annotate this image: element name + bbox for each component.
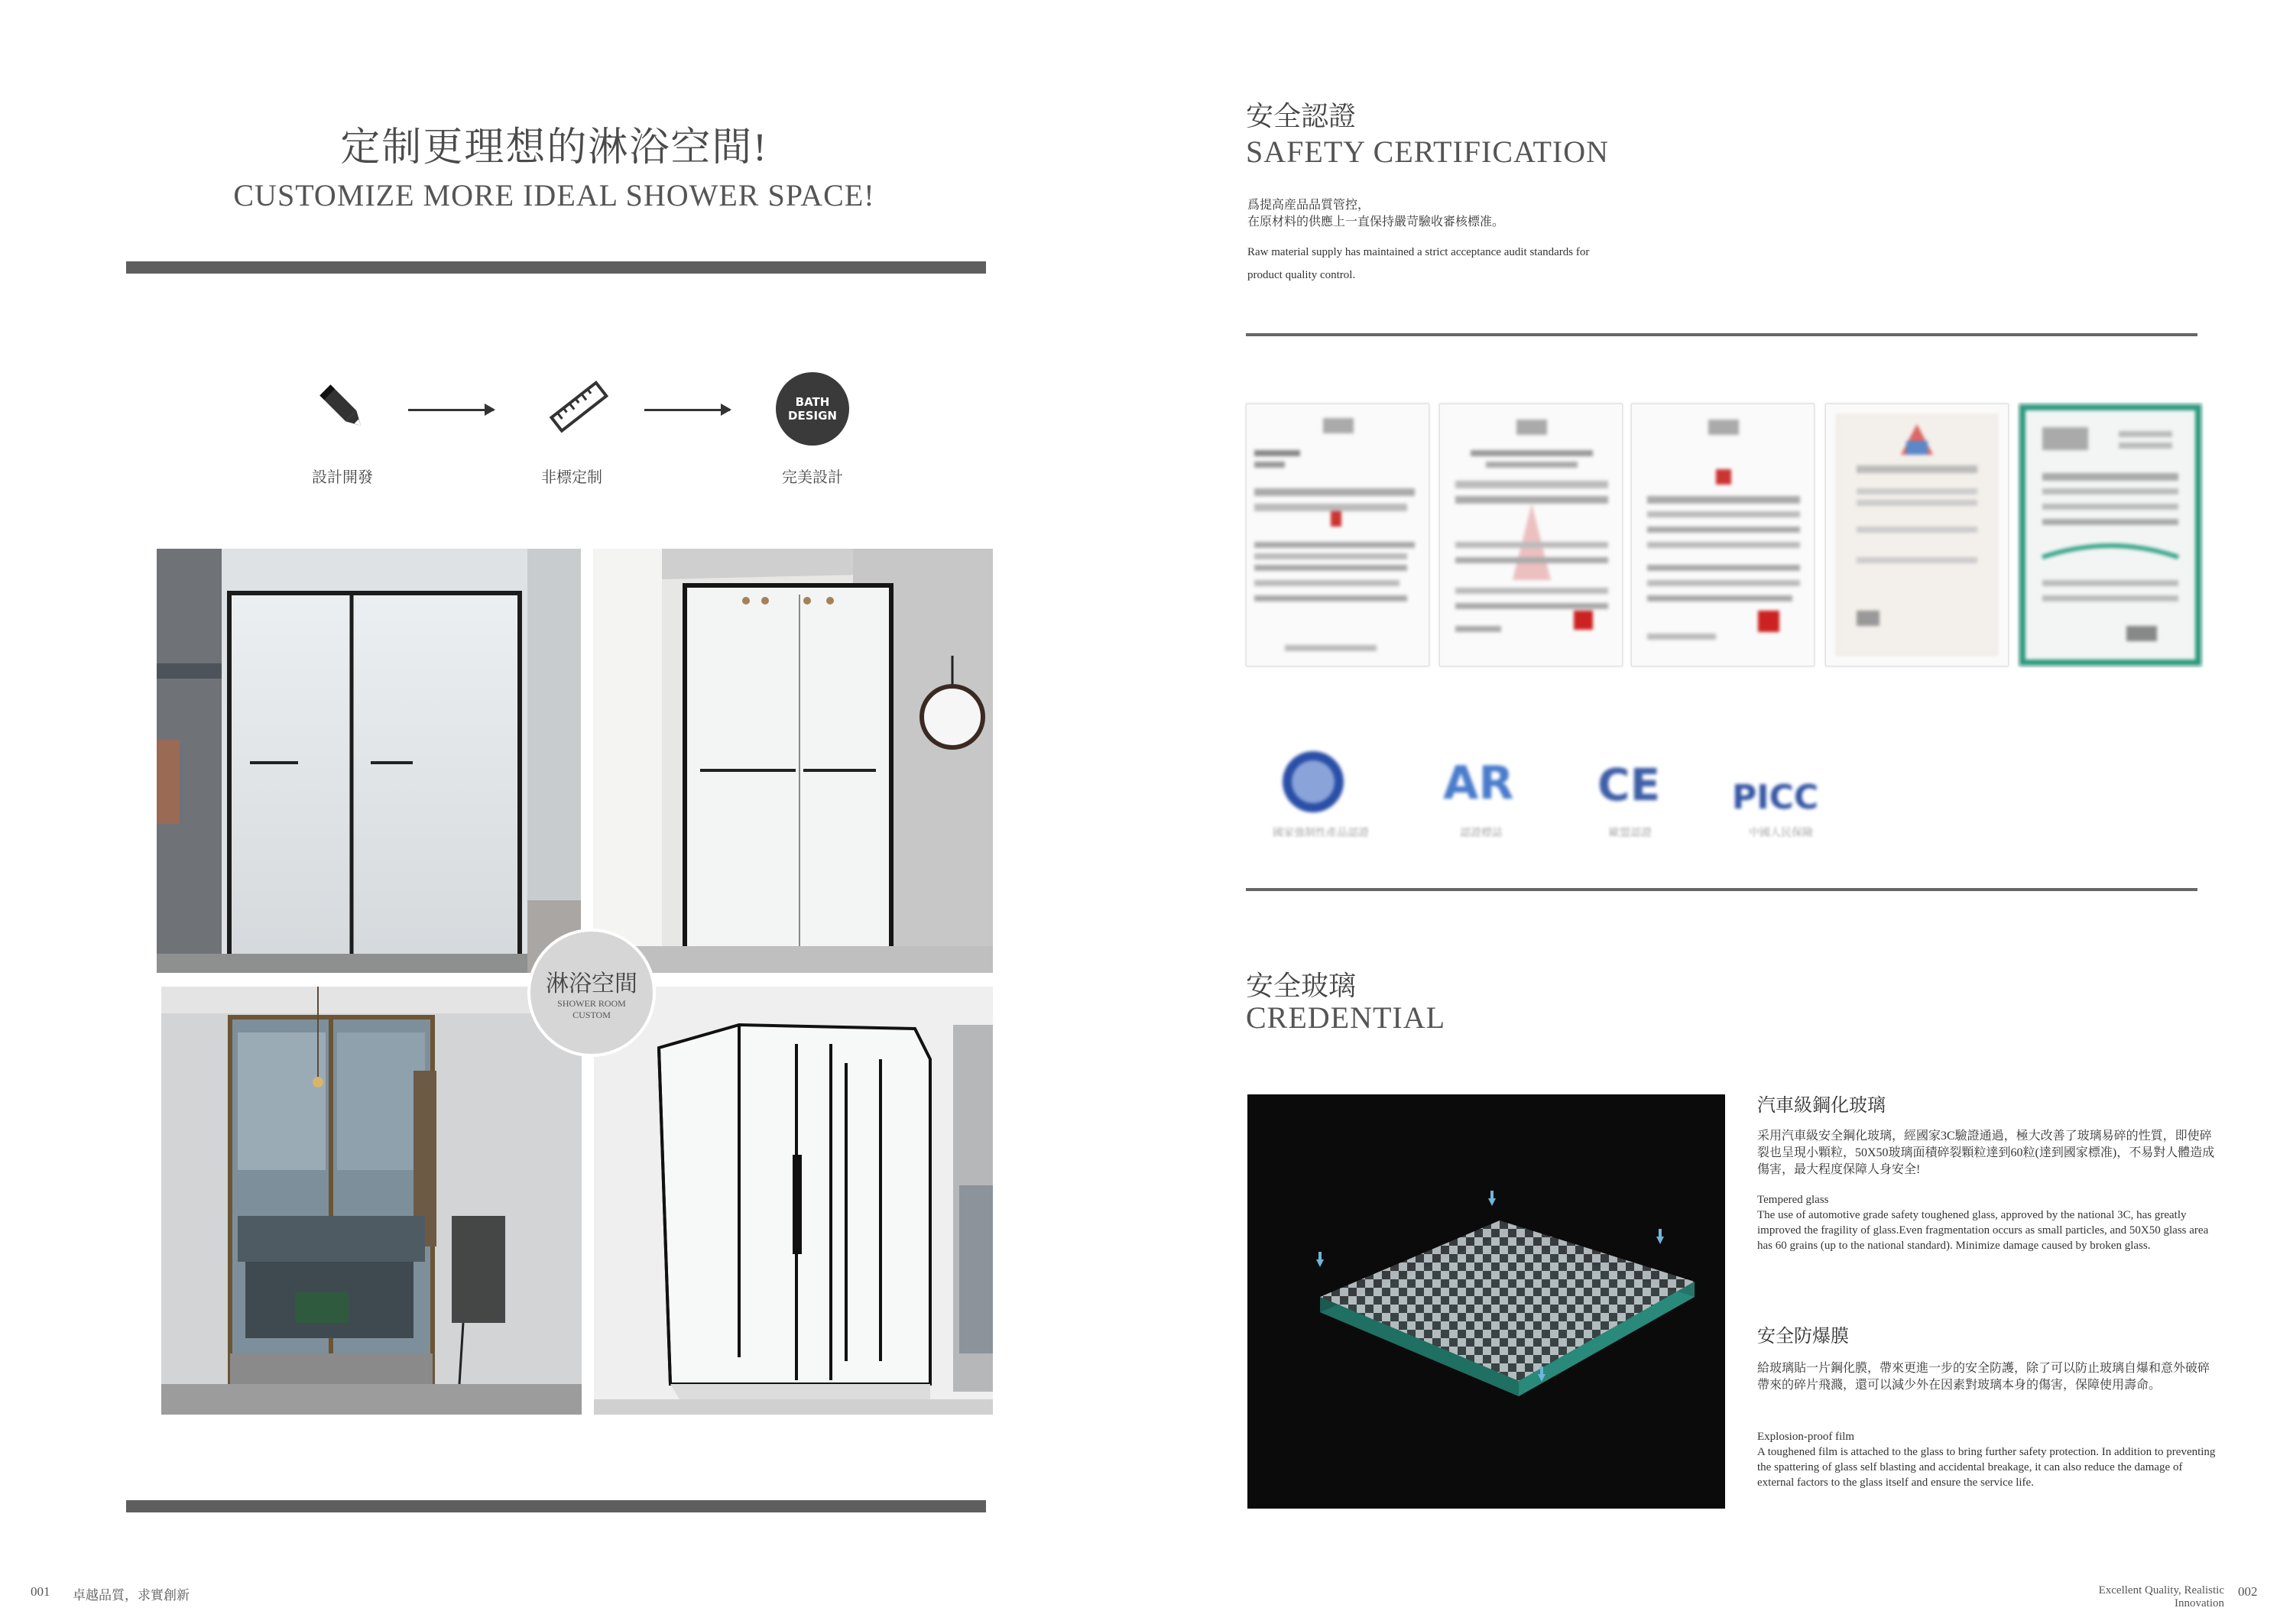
shower-photo-corner-cabin — [594, 987, 993, 1415]
credential-title-cn: 安全玻璃 — [1246, 971, 1357, 1001]
shower-photo-office-partition — [161, 987, 582, 1415]
left-footer-slogan: 卓越品質，求實創新 — [73, 1588, 190, 1603]
logo-caption: 認證標誌 — [1460, 827, 1503, 839]
bath-design-line1: BATH — [795, 395, 830, 409]
credential-title-en: CREDENTIAL — [1246, 1000, 1446, 1035]
certificate-image — [1439, 404, 1623, 666]
ccc-logo — [1260, 745, 1382, 852]
tempered-glass-desc-en: The use of automotive grade safety toughened glass, approved by the national 3C, has greatly improved the fragility of glass.Even fragmentation occurs as small particles, and 50X50 glass area has 60 grains (up to the national standard). Minimize damage caused by broken glass. — [1757, 1209, 2209, 1252]
tempered-glass-desc-cn: 采用汽車級安全鋼化玻璃，經國家3C驗證通過，極大改善了玻璃易碎的性質，即使碎裂也呈現小顆粒，50X50玻璃面積碎裂顆粒達到60粒(達到國家標准)，不易對人體造成傷害，最大程度保障人身安全! — [1757, 1130, 2215, 1176]
left-title-en: CUSTOMIZE MORE IDEAL SHOWER SPACE! — [233, 178, 875, 212]
certificate-image — [1246, 404, 1429, 666]
svg-text:AR: AR — [1443, 757, 1514, 810]
logo-caption: 國家強制性產品認證 — [1273, 827, 1369, 839]
logo-caption: 中國人民保險 — [1749, 827, 1813, 839]
page-number-right: 002 — [2238, 1584, 2258, 1599]
picc-logo — [1727, 757, 1834, 852]
cert-title-cn: 安全認證 — [1246, 101, 1357, 131]
explosion-film-desc-cn: 給玻璃貼一片鋼化膜，帶來更進一步的安全防護，除了可以防止玻璃自爆和意外破碎帶來的碎片飛濺，還可以減少外在因素對玻璃本身的傷害，保障使用壽命。 — [1757, 1362, 2210, 1392]
step-label: 設計開發 — [312, 469, 373, 486]
bottom-divider-bar — [126, 1500, 986, 1512]
explosion-film-heading: 安全防爆膜 — [1757, 1327, 1849, 1347]
cert-desc-cn: 爲提高産品品質管控， — [1247, 199, 1370, 212]
tempered-glass-heading: 汽車級鋼化玻璃 — [1757, 1096, 1886, 1116]
ce-logo — [1588, 745, 1672, 852]
certificate-image — [1825, 404, 2009, 666]
explosion-film-desc-en: A toughened film is attached to the glass to bring further safety protection. In addition to preventing the spattering of glass self blasting and accidental breakage, it can also reduce the damage of external factors to the glass itself and ensure the service life. — [1757, 1446, 2216, 1489]
bath-design-line2: DESIGN — [788, 409, 837, 423]
shower-room-badge — [527, 929, 656, 1057]
step-arrow — [408, 409, 494, 411]
step-arrow — [644, 409, 730, 411]
badge-title: 淋浴空間 — [546, 971, 637, 997]
page-number-left: 001 — [31, 1584, 50, 1599]
badge-subtitle: CUSTOM — [572, 1010, 611, 1020]
step-label: 完美設計 — [782, 469, 843, 486]
cert-desc-en: product quality control. — [1247, 269, 1356, 281]
tempered-glass-illustration — [1247, 1094, 1725, 1509]
left-title-cn: 定制更理想的淋浴空間! — [340, 126, 768, 170]
tempered-glass-en-title: Tempered glass — [1757, 1194, 1829, 1206]
cert-divider — [1246, 333, 2197, 336]
logos-divider — [1246, 888, 2197, 891]
step-label: 非標定制 — [541, 469, 602, 486]
shower-photo-mirror-room — [593, 549, 993, 973]
cert-title-en: SAFETY CERTIFICATION — [1246, 135, 1610, 169]
cert-desc-en: Raw material supply has maintained a strict acceptance audit standards for — [1247, 246, 1590, 258]
shower-photo-sliding-door — [157, 549, 581, 973]
ruler-icon — [537, 365, 621, 449]
cert-desc-cn: 在原材料的供應上一直保持嚴苛驗收審核標准。 — [1247, 216, 1505, 229]
certificate-image — [2019, 404, 2202, 666]
right-footer-slogan: Excellent Quality, Realistic Innovation — [2098, 1584, 2224, 1609]
bath-design-badge — [776, 372, 849, 446]
explosion-film-en-title: Explosion-proof film — [1757, 1431, 1855, 1443]
top-divider-bar — [126, 261, 986, 274]
logo-caption: 歐盟認證 — [1609, 827, 1652, 839]
certificate-image — [1631, 404, 1815, 666]
badge-subtitle: SHOWER ROOM — [557, 998, 626, 1009]
ar-logo — [1435, 745, 1527, 852]
svg-text:PICC: PICC — [1732, 778, 1819, 817]
svg-text:CE: CE — [1597, 759, 1661, 811]
pencil-icon — [300, 365, 384, 449]
